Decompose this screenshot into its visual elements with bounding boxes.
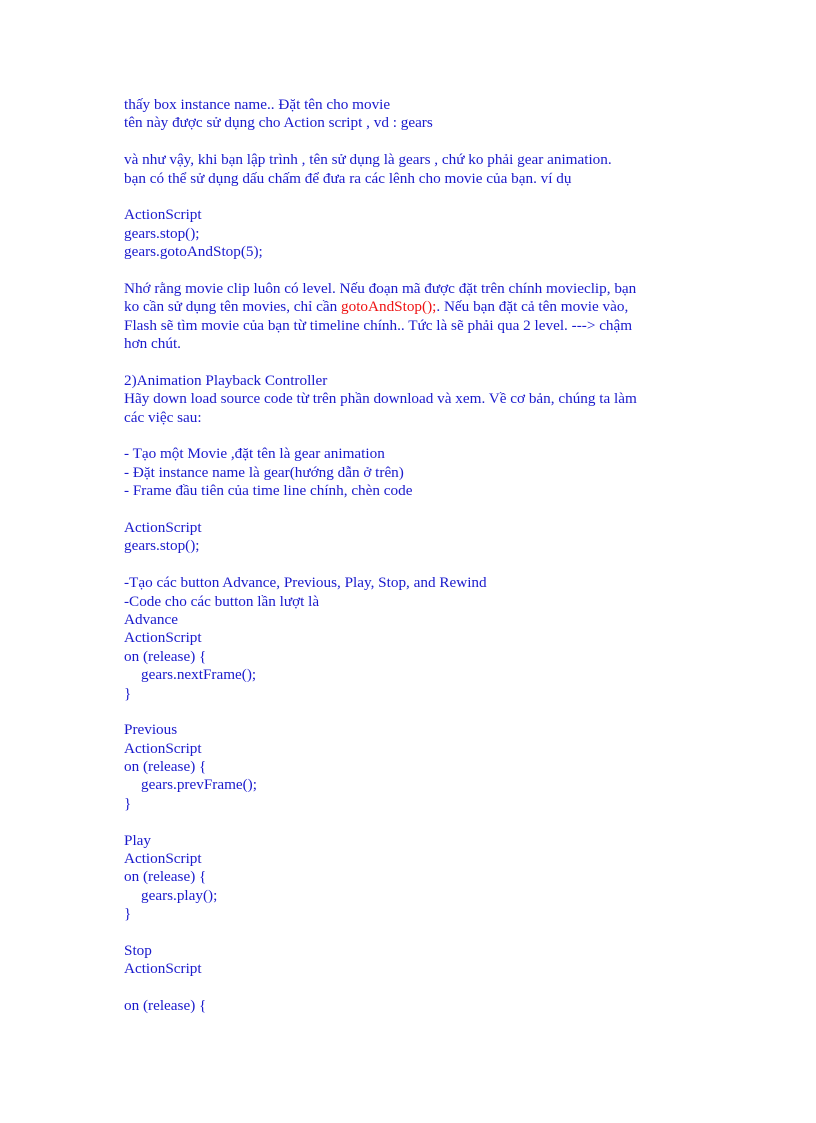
spacer: [124, 133, 694, 151]
spacer: [124, 188, 694, 206]
previous-label: ActionScript: [124, 739, 202, 757]
code1-line-2: gears.gotoAndStop(5);: [124, 243, 263, 261]
spacer: [124, 262, 694, 280]
play-close: }: [124, 905, 132, 923]
previous-open: on (release) {: [124, 758, 207, 776]
document-page: [124, 96, 694, 1016]
section2-line-1: Hãy down load source code từ trên phần download và xem. Về cơ bản, chúng ta làm: [124, 390, 637, 408]
stop-label: ActionScript: [124, 960, 202, 978]
para2-line-3: Flash sẽ tìm movie của bạn từ timeline chính.. Tức là sẽ phải qua 2 level. ---> chậm: [124, 316, 633, 334]
spacer: [124, 703, 694, 721]
section2-heading: 2)Animation Playback Controller: [124, 371, 328, 389]
para2-line-4: hơn chút.: [124, 335, 181, 353]
play-title: Play: [124, 831, 152, 849]
previous-close: }: [124, 794, 132, 812]
para2-line-2-before: ko cần sử dụng tên movies, chỉ cần: [124, 298, 342, 316]
advance-open: on (release) {: [124, 647, 207, 665]
intro-line-2: tên này được sử dụng cho Action script , vd : gears: [124, 114, 433, 132]
para2-line-2-after: . Nếu bạn đặt cả tên movie vào,: [436, 298, 629, 316]
advance-body: gears.nextFrame();: [141, 666, 257, 684]
step-item: - Đặt instance name là gear(hướng dẫn ở trên): [124, 463, 404, 481]
advance-close: }: [124, 684, 132, 702]
spacer: [124, 556, 694, 574]
step-item: - Tạo một Movie ,đặt tên là gear animation: [124, 445, 385, 463]
spacer: [124, 501, 694, 519]
advance-title: Advance: [124, 610, 178, 628]
code1-line-1: gears.stop();: [124, 224, 200, 242]
section2-line-2: các việc sau:: [124, 408, 202, 426]
spacer: [124, 813, 694, 831]
spacer: [124, 427, 694, 445]
stop-title: Stop: [124, 941, 152, 959]
code2-line-1: gears.stop();: [124, 537, 200, 555]
spacer: [124, 353, 694, 371]
code1-label: ActionScript: [124, 206, 202, 224]
para1-line-1: và như vậy, khi bạn lập trình , tên sử dụng là gears , chứ ko phải gear animation.: [124, 151, 612, 169]
play-body: gears.play();: [141, 886, 218, 904]
spacer: [124, 979, 694, 997]
intro-line-1: thấy box instance name.. Đặt tên cho movie: [124, 96, 391, 113]
buttons-intro-line-1: -Tạo các button Advance, Previous, Play, Stop, and Rewind: [124, 574, 487, 592]
step-item: - Frame đầu tiên của time line chính, chèn code: [124, 482, 413, 500]
buttons-intro-line-2: -Code cho các button lần lượt là: [124, 592, 320, 610]
previous-body: gears.prevFrame();: [141, 776, 257, 794]
code2-label: ActionScript: [124, 518, 202, 536]
para2-line-2: [124, 298, 694, 316]
advance-label: ActionScript: [124, 629, 202, 647]
para2-line-1: Nhớ rằng movie clip luôn có level. Nếu đoạn mã được đặt trên chính movieclip, bạn: [124, 279, 637, 297]
para1-line-2: bạn có thể sử dụng dấu chấm để đưa ra các lênh cho movie của bạn. ví dụ: [124, 169, 572, 187]
play-open: on (release) {: [124, 868, 207, 886]
spacer: [124, 924, 694, 942]
stop-open: on (release) {: [124, 997, 207, 1015]
previous-title: Previous: [124, 721, 178, 739]
highlighted-code: gotoAndStop();: [341, 298, 437, 316]
play-label: ActionScript: [124, 850, 202, 868]
